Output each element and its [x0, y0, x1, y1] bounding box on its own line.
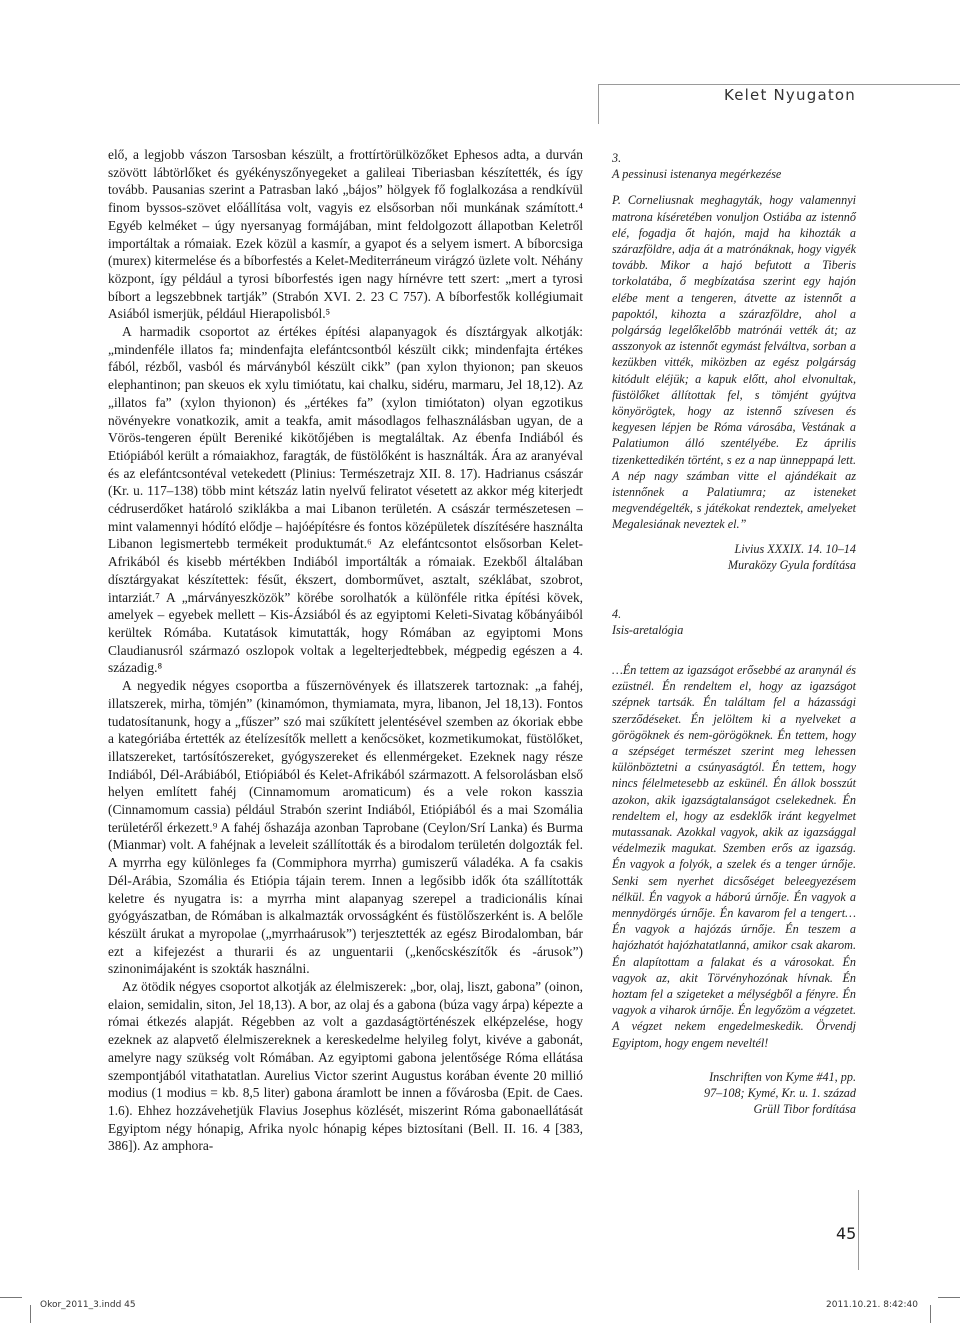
sidebar-source-4 — [612, 662, 856, 1117]
slug-filename: Okor_2011_3.indd 45 — [40, 1300, 136, 1310]
source-4-title: Isis-aretalógia — [612, 623, 684, 638]
source-3-title: A pessinusi istenanya megérkezése — [612, 167, 782, 182]
sidebar-source-4-heading — [612, 606, 856, 648]
main-paragraph-2: A harmadik csoportot az értékes építési alapanyagok és dísztárgyak alkotják: „mindenféle illatos fa; mindenfajta elefántcsontból készült cikk; mindenfajta értékes fából, rézből, vasból és márványból készült cikk” (pan xylon thyionon; pan skeuos elephantinon; pan skeuos ek xylu timiótatu, kai chalku, sidéru, marmaru, Jel 18,12). Az „illatos fa” (xylon thyionon) és „értékes fa” (xylon timiótaton) olyan egzotikus növényekre vonatkozik, amit a teakfa, amit másodlagos felhasználásban ugyan, de a Vörös-tengeren épült Bereniké kikötőjében is megtaláltak. Az ébenfa Indiából és Etiópiából került a rómaiakhoz, faragták, de füstölőként is használták. Ára az aranyéval és az elefántcsontéval vetekedett (Plinius: Természetrajz XII. 8. 17). Hadrianus császár (Kr. u. 117–138) több mint kétszáz latin nyelvű feliratot vésetett az akkor még kiterjedt cédruserdőket határoló sziklákba a mai Libanon területén. A császár természetesen – mint valamennyi hódító elődje – hajóépítésre és fontos középületek díszítésére használta Libanon legismertebb termékeit produktumát.⁶ Az elefántcsontot elsősorban Kelet-Afrikából és kisebb mértékben Indiából importálták a rómaiak. Ezekből általában dísztárgyakat készítettek: fésűt, ékszert, domborművet, asztalt, széklábat, szobrot, intarziát.⁷ A „márványeszközök” körébe sorolhatók a különféle ritka építési kövek, amelyek – egyebek mellett – Kis-Ázsiából és az egyiptomi Keleti-Sivatag kőbányáiból kerültek Rómába. Kutatások kimutatták, hogy Rómában az egyiptomi Mons Claudianusról származó oszlopok voltak a legelterjedtebbek, mégpedig egészen a 4. századig.⁸ — [108, 324, 583, 676]
running-head: Kelet Nyugaton — [723, 86, 856, 104]
main-paragraph-3: A negyedik négyes csoportba a fűszernövények és illatszerek tartoznak: „a fahéj, illatszerek, mirha, tömjén” (kinamómon, thymiamata, myra, libanon, Jel 18,13). Fontos tudatosítanunk, hogy a „fűszer” szó mai szűkített jelentésével szemben az ókoriak ebbe a kategóriába értették az ételízesítők mellett a kenőcsöket, kozmetikumokat, füstölőket, illatszereket, tartósítószereket, gyógyszereket és ellenmérgeket. Ezeknek nagy része Indiából, Dél-Arábiából, Etiópiából és Kelet-Afrikából származott. A felsorolásban első helyen említett fahéj (Cinnamomum aromaticum) és a vele rokon kasszia (Cinnamomum cassia) például Strabón szerint Indiából, Etiópiából és a mai Szomália területéről érkezett.⁹ A fahéj őshazája azonban Taprobane (Ceylon/Srí Lanka) és Burma (Mianmar) volt. A fahéjnak a leveleit szállították és a birodalom területén dolgozták fel. A myrrha egy különleges fa (Commiphora myrrha) gumiszerű váladéka. A fa csakis Dél-Arábia, Szomália és Etiópia tájain terem. Innen a legősibb idők óta szállították keletre és nyugatra is: a myrrha mint alapanyag szerepel a tradicionális kínai gyógyászatban, de Rómában is alkalmazták orvosságként és füstölőszerként is. A belőle készült árukat a myropolae („myrrhaárusok”) terjesztették az egész Birodalomban, bár ezt a kifejezést a thurarii és az unguentarii („kenőcskészítők és -árusok”) szinonimájaként is szokták használni. — [108, 678, 583, 977]
source-4-number: 4. — [612, 607, 622, 621]
main-paragraph-4: Az ötödik négyes csoportot alkotják az élelmiszerek: „bor, olaj, liszt, gabona” (oinon, elaion, semidalin, siton, Jel 18,13). A bor, az olaj és a gabona (búza vagy árpa) képezte a római étkezés alapját. Régebben az volt a gazdaságtörténészek elképzelése, hogy ezeknek az alapvető élelmiszereknek a kereskedelme helyileg folyt, kivéve a gabonát, amelyre nagy szükség volt Rómában. Az egyiptomi gabona jelentősége Róma ellátása szempontjából vitathatatlan. Aurelius Victor szerint Augustus korában évente 20 millió modius (1 modius = kb. 8,5 liter) gabona áramlott be innen a fővárosba (Epit. de Caes. 1.6). Ehhez hozzávehetjük Flavius Josephus közlését, miszerint Róma gabonaellátását Egyiptom négy hónapig, Afrika nyolc hónapig képes biztosítani (Bell. II. 16. 4 [383, 386]). Az amphora- — [108, 979, 583, 1154]
header-vertical-rule — [598, 84, 599, 124]
page-number: 45 — [836, 1224, 857, 1243]
slug-timestamp: 2011.10.21. 8:42:40 — [826, 1300, 918, 1310]
source-3-citation — [612, 541, 856, 573]
source-4-citation-line-2: 97–108; Kymé, Kr. u. 1. század — [703, 1086, 856, 1101]
main-text-column — [108, 146, 583, 1155]
footer-rule — [858, 1190, 859, 1270]
source-4-citation-line-1: Inschriften von Kyme #41, pp. — [709, 1069, 856, 1084]
source-4-citation-line-3: Grüll Tibor fordítása — [753, 1102, 856, 1117]
header-rule — [598, 84, 960, 85]
source-4-body: …Én tettem az igazságot erősebbé az aranynál és ezüstnél. Én rendeltem el, hogy az igazságot szépnek tartsák. Én találtam fel a házassági szerződéseket. Én jelöltem ki a nyelveket a görögöknek és nem-görögöknek. Én tettem, hogy a szépséget természet szerint meg lehessen különböztetni a csúnyaságtól. Én tettem, hogy nincs félelmetesebb az eskünél. Én állok bosszút azokon, akik igazságtalanságot cselekednek. Én rendeltem el, hogy az esdeklők iránt kegyelmet mutassanak. Azokkal vagyok, akik az igazsággal védelmezik magukat. Szemben erős az igazság. Én vagyok a folyók, a szelek és a tenger úrnője. Senki sem nyerhet dicsőséget beleegyezésem nélkül. Én vagyok a háború úrnője. Én vagyok a mennydörgés úrnője. Én kavarom fel a tengert… Én vagyok a hajózás úrnője. Én teszem a hajózhatót hajózhatatlanná, amikor csak akarom. Én alapítottam a falakat és a városokat. Én vagyok az, akit Törvényhozónak hívnak. Én hoztam fel a szigeteket a mélységből a fényre. Én vagyok a viharok úrnője. Én legyőzöm a végzetet. A végzet nekem engedelmeskedik. Örvendj Egyiptom, hogy engem neveltél! — [612, 663, 856, 1050]
main-paragraph-1: elő, a legjobb vászon Tarsosban készült, a frottírtörülközőket Ephesos adta, a durván szövött lábtörlőket és gyékényszőnyegeket a galileai Tiberiasban készítették, és így tovább. Pausanias szerint a Patrasban lakó „bájos” hölgyek fő foglalkozása a rendkívül finom byssos-szövet előállítása volt, vagyis ez elsősorban női munkának számított.⁴ Egyéb kelméket – úgy nyersanyag formájában, mint feldolgozott állapotban Keletről importáltak a rómaiak. Ezek közül a kasmír, a gyapot és a selyem ismert. A bíborcsiga (murex) kitermelése és a bíborfestés a Kelet-Mediterráneum virágzó üzlete volt. Néhány központ, így például a tyrosi bíborfestés igen nagy hírnévre tett szert: „mert a tyrosi bíbort a legszebbnek tartják” (Strabón XVI. 2. 23 C 757). A bíborfestők kollégiumait Asiából ismerjük, például Hierapolisból.⁵ — [108, 147, 583, 322]
source-3-body: P. Corneliusnak meghagyták, hogy valamennyi matrona kíséretében vonuljon Ostiába az istennő elé, fogadja őt hajón, majd ha kihozták a szárazföldre, adja át a matrónáknak, hogy vigyék tovább. Mikor a hajó befutott a Tiberis torkolatába, ő megbízatása szerint egy hajón elébe ment a tengeren, átvette az istennőt a papoktól, kihozta a szárazföldre, ahol a polgárság legelőkelőbb matrónái vették át; az asszonyok az istennőt egymást felváltva, sorban a kezükben vitték, miközben az egész polgárság kitódult eléjük; a kapuk előtt, ahol elvonultak, füstölőket állítottak fel, s tömjént gyújtva könyörögtek, hogy az istennő szívesen és kegyesen lépjen be Róma városába, Vestának a Palatiumon álló szentélyébe. Ez április tizenkettedikén történt, s ez a nap ünneppapá lett. A nép nagy számban vitte el ajándékait az istennőnek a Palatiumra; az isteneket megvendégelték, s játékokat rendeztek, amelyeket Megalesiának neveztek el.” — [612, 193, 856, 532]
crop-mark-right — [938, 1297, 960, 1298]
crop-mark-bottom-left — [30, 1305, 31, 1323]
source-4-citation — [612, 1069, 856, 1118]
crop-mark-bottom-right — [930, 1305, 931, 1323]
source-3-number: 3. — [612, 151, 622, 165]
source-3-citation-line-1: Livius XXXIX. 14. 10–14 — [734, 541, 856, 556]
source-3-citation-line-2: Muraközy Gyula fordítása — [727, 557, 856, 572]
crop-mark-left — [0, 1297, 22, 1298]
sidebar-source-3 — [612, 150, 856, 573]
